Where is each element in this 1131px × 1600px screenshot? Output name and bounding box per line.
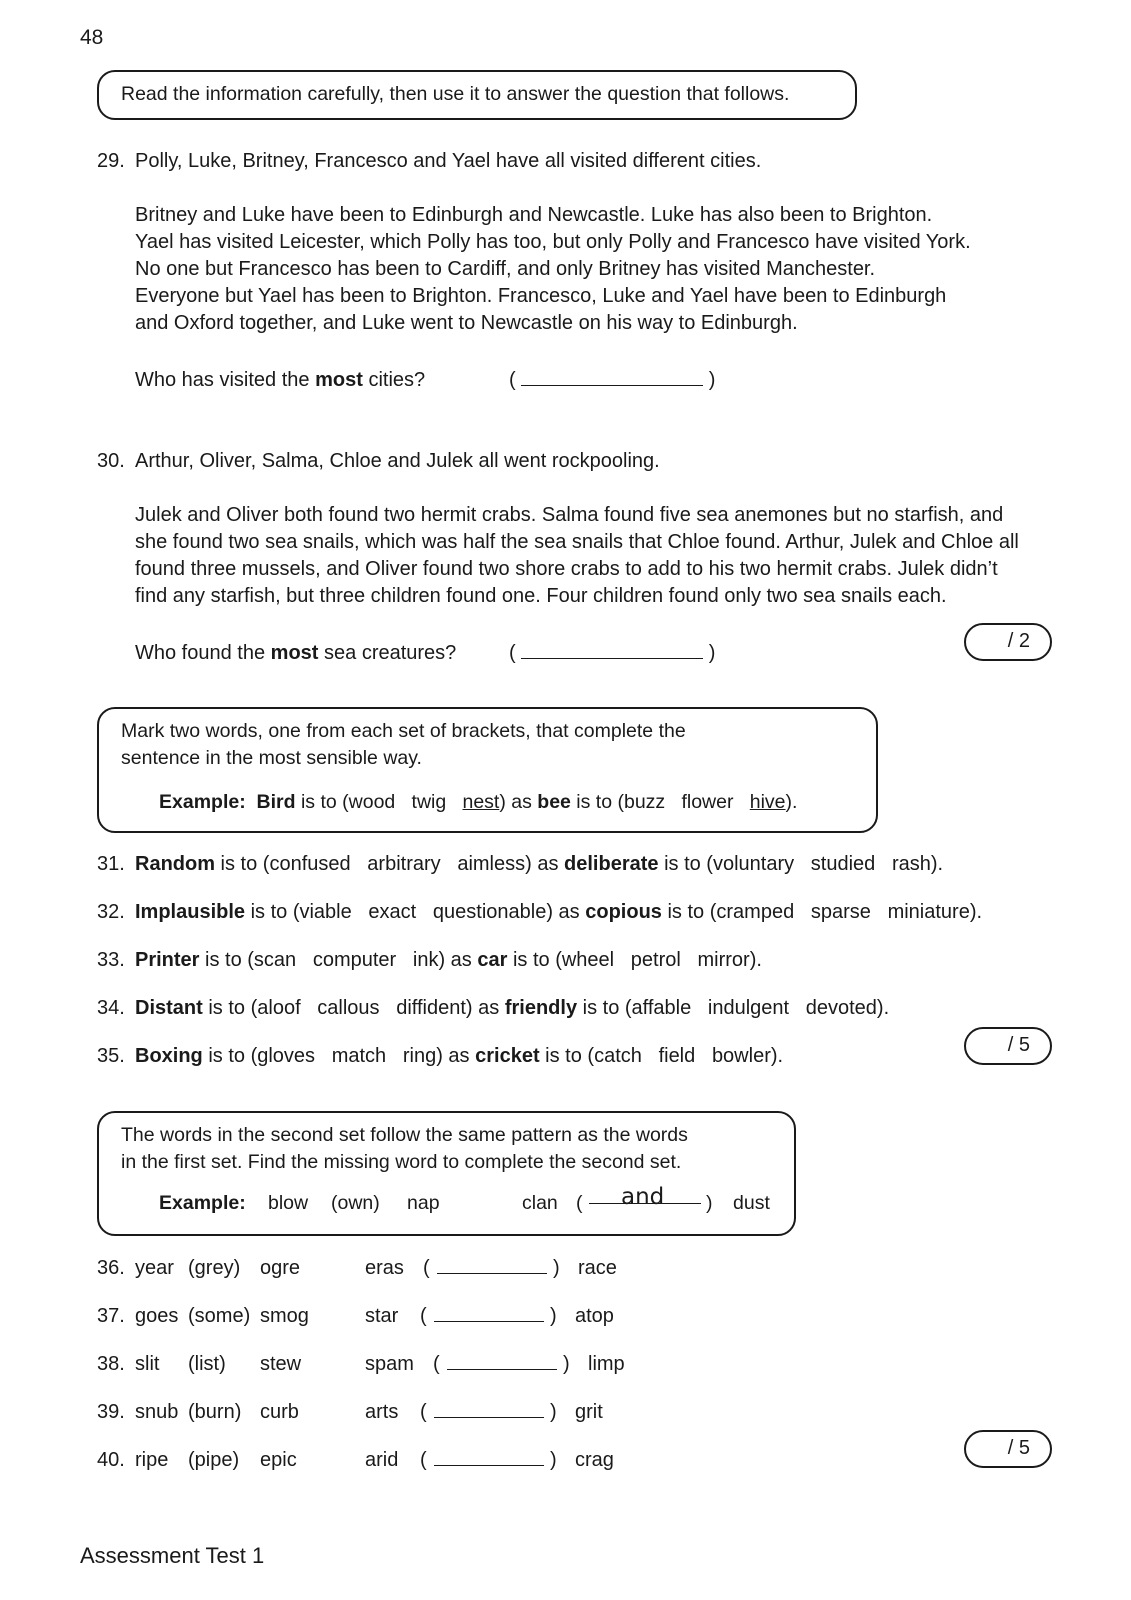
instruction-line: Mark two words, one from each set of brackets, that complete the — [121, 720, 686, 742]
example-word: bee — [537, 791, 571, 813]
instruction-line: The words in the second set follow the same pattern as the words — [121, 1124, 688, 1146]
option-word[interactable]: field — [658, 1045, 696, 1067]
analogy-key-word: copious — [585, 901, 662, 923]
pattern-word: arts — [365, 1401, 399, 1423]
bracket: ) — [553, 1257, 560, 1279]
score-box-5b[interactable] — [964, 1430, 1052, 1468]
question-number: 31. — [97, 853, 125, 875]
example-word: nap — [407, 1192, 440, 1214]
instruction-text: Read the information carefully, then use it to answer the question that follows. — [121, 83, 790, 105]
example-word: (own) — [331, 1192, 380, 1214]
analogy-question: 32. Implausible is to (viable exact questionable) as copious is to (cramped sparse miniature). — [97, 899, 982, 926]
bracket: ( — [433, 1353, 440, 1375]
pattern-word: snub — [135, 1401, 179, 1423]
page-number: 48 — [80, 26, 104, 49]
bracket: ) — [550, 1449, 557, 1471]
analogy-key-word: Random — [135, 853, 215, 875]
question-text: Polly, Luke, Britney, Francesco and Yael have all visited different cities. — [135, 150, 762, 172]
option-word[interactable]: mirror — [697, 949, 750, 971]
passage-line: Britney and Luke have been to Edinburgh and Newcastle. Luke has also been to Brighton. — [135, 204, 933, 226]
pattern-word: ogre — [260, 1257, 301, 1279]
option-word[interactable]: diffident — [396, 997, 466, 1019]
option-word[interactable]: sparse — [810, 901, 871, 923]
example-option: flower — [681, 791, 734, 813]
answer-blank[interactable] — [437, 1273, 547, 1274]
option-word[interactable]: ink — [412, 949, 439, 971]
pattern-word: limp — [588, 1353, 625, 1375]
prompt-bold: most — [270, 642, 319, 664]
score-box-2[interactable] — [964, 623, 1052, 661]
prompt-bold: most — [315, 369, 363, 391]
example-word: blow — [268, 1192, 309, 1214]
option-word[interactable]: wheel — [561, 949, 615, 971]
answer-blank[interactable] — [434, 1321, 544, 1322]
bracket: ) — [550, 1401, 557, 1423]
example-answer: and — [621, 1184, 665, 1210]
bracket: ) — [563, 1353, 570, 1375]
example-label: Example: — [159, 791, 246, 813]
pattern-question — [97, 1447, 697, 1477]
question-number: 39. — [97, 1401, 125, 1423]
passage-line: No one but Francesco has been to Cardiff, and only Britney has visited Manchester. — [135, 258, 876, 280]
option-word[interactable]: petrol — [630, 949, 681, 971]
answer-blank[interactable] — [447, 1369, 557, 1370]
example-label: Example: — [159, 1192, 246, 1214]
example-text: is to (buzz — [570, 791, 666, 813]
option-word[interactable]: arbitrary — [367, 853, 441, 875]
score-label: / 5 — [1007, 1034, 1030, 1056]
bracket: ( — [420, 1449, 427, 1471]
question-number: 34. — [97, 997, 125, 1019]
passage-line: find any starfish, but three children found one. Four children found only two sea snails each. — [135, 585, 947, 607]
question-number: 35. — [97, 1045, 125, 1067]
option-word[interactable]: studied — [810, 853, 876, 875]
example-text: is to (wood — [295, 791, 396, 813]
question-text: Arthur, Oliver, Salma, Chloe and Julek all went rockpooling. — [135, 450, 660, 472]
question-number: 32. — [97, 901, 125, 923]
pattern-word: race — [578, 1257, 617, 1279]
pattern-word: (list) — [188, 1353, 226, 1375]
question-number: 40. — [97, 1449, 125, 1471]
instruction-box-info — [97, 70, 857, 120]
option-word[interactable]: aloof — [257, 997, 301, 1019]
example-word: Bird — [256, 791, 296, 813]
analogy-key-word: Printer — [135, 949, 200, 971]
pattern-word: epic — [260, 1449, 297, 1471]
question-30-intro — [97, 448, 660, 475]
passage-line: and Oxford together, and Luke went to Newcastle on his way to Edinburgh. — [135, 312, 798, 334]
analogy-question: 33. Printer is to (scan computer ink) as car is to (wheel petrol mirror). — [97, 947, 762, 974]
option-word[interactable]: rash — [891, 853, 931, 875]
question-29-intro — [97, 148, 761, 175]
option-word[interactable]: affable — [631, 997, 692, 1019]
option-word[interactable]: aimless — [457, 853, 526, 875]
pattern-word: curb — [260, 1401, 299, 1423]
option-word[interactable]: questionable — [432, 901, 547, 923]
analogy-question: 34. Distant is to (aloof callous diffident) as friendly is to (affable indulgent devoted). — [97, 995, 889, 1022]
prompt-text: Who found the — [135, 642, 271, 664]
pattern-word: goes — [135, 1305, 179, 1327]
pattern-word: slit — [135, 1353, 160, 1375]
analogy-key-word: friendly — [504, 997, 578, 1019]
option-word[interactable]: exact — [368, 901, 417, 923]
option-word[interactable]: viable — [299, 901, 352, 923]
option-word[interactable]: scan — [253, 949, 297, 971]
question-number: 38. — [97, 1353, 125, 1375]
option-word[interactable]: callous — [317, 997, 380, 1019]
pattern-word: atop — [575, 1305, 614, 1327]
analogy-key-word: deliberate — [564, 853, 659, 875]
answer-30-field[interactable]: ( ) — [509, 642, 716, 664]
question-number: 29. — [97, 150, 125, 172]
analogy-question: 35. Boxing is to (gloves match ring) as cricket is to (catch field bowler). — [97, 1043, 783, 1070]
answer-29-field[interactable]: ( ) — [509, 369, 716, 391]
pattern-word: (burn) — [188, 1401, 242, 1423]
question-29-passage — [135, 202, 1055, 337]
question-30-prompt — [135, 640, 456, 667]
pattern-word: ripe — [135, 1449, 169, 1471]
pattern-word: eras — [365, 1257, 404, 1279]
bracket: ( — [423, 1257, 430, 1279]
question-30-passage — [135, 502, 1055, 610]
pattern-word: stew — [260, 1353, 302, 1375]
passage-line: Everyone but Yael has been to Brighton. Francesco, Luke and Yael have been to Edinburgh — [135, 285, 947, 307]
prompt-text: cities? — [362, 369, 426, 391]
instruction-box-analogies — [97, 707, 878, 833]
option-word[interactable]: miniature — [887, 901, 970, 923]
pattern-question — [97, 1399, 697, 1429]
option-word[interactable]: catch — [594, 1045, 642, 1067]
analogy-key-word: cricket — [475, 1045, 540, 1067]
pattern-question — [97, 1303, 697, 1333]
question-number: 37. — [97, 1305, 125, 1327]
question-number: 30. — [97, 450, 125, 472]
pattern-word: year — [135, 1257, 174, 1279]
prompt-text: Who has visited the — [135, 369, 316, 391]
bracket: ) — [550, 1305, 557, 1327]
option-word[interactable]: devoted — [805, 997, 877, 1019]
passage-line: found three mussels, and Oliver found two shore crabs to add to his two hermit crabs. Julek didn’t — [135, 558, 998, 580]
bracket: ( — [420, 1401, 427, 1423]
example-word: dust — [733, 1192, 770, 1214]
score-box-5[interactable] — [964, 1027, 1052, 1065]
option-word[interactable]: ring — [402, 1045, 437, 1067]
passage-line: Julek and Oliver both found two hermit crabs. Salma found five sea anemones but no starfish, and — [135, 504, 1004, 526]
score-label: / 2 — [1007, 630, 1030, 652]
example-option: twig — [411, 791, 447, 813]
option-word[interactable]: voluntary — [712, 853, 795, 875]
pattern-question — [97, 1351, 697, 1381]
pattern-word: grit — [575, 1401, 603, 1423]
option-word[interactable]: computer — [312, 949, 397, 971]
example-answer: nest — [462, 791, 500, 813]
analogy-key-word: Distant — [135, 997, 203, 1019]
passage-line: she found two sea snails, which was half the sea snails that Chloe found. Arthur, Julek and Chloe all — [135, 531, 1019, 553]
pattern-word: (grey) — [188, 1257, 241, 1279]
option-word[interactable]: confused — [269, 853, 351, 875]
prompt-text: sea creatures? — [318, 642, 457, 664]
bracket: ( — [420, 1305, 427, 1327]
option-word[interactable]: bowler — [711, 1045, 771, 1067]
question-29-prompt — [135, 367, 425, 394]
example-word: clan — [522, 1192, 558, 1214]
option-word[interactable]: cramped — [716, 901, 795, 923]
example-answer: hive — [749, 791, 786, 813]
analogy-key-word: Implausible — [135, 901, 246, 923]
analogy-key-word: car — [477, 949, 508, 971]
instruction-line: in the first set. Find the missing word to complete the second set. — [121, 1151, 682, 1173]
example-line: Example: blow (own) nap clan ( and ) dust — [121, 1190, 794, 1224]
question-number: 36. — [97, 1257, 125, 1279]
instruction-box-patterns — [97, 1111, 796, 1236]
pattern-word: (some) — [188, 1305, 251, 1327]
analogy-key-word: Boxing — [135, 1045, 203, 1067]
pattern-word: (pipe) — [188, 1449, 240, 1471]
footer-title: Assessment Test 1 — [80, 1543, 265, 1568]
score-label: / 5 — [1007, 1437, 1030, 1459]
option-word[interactable]: indulgent — [707, 997, 790, 1019]
pattern-word: arid — [365, 1449, 399, 1471]
passage-line: Yael has visited Leicester, which Polly has too, but only Polly and Francesco have visited York. — [135, 231, 971, 253]
option-word[interactable]: gloves — [257, 1045, 316, 1067]
option-word[interactable]: match — [331, 1045, 387, 1067]
pattern-word: crag — [575, 1449, 614, 1471]
answer-blank[interactable] — [434, 1465, 544, 1466]
analogy-question: 31. Random is to (confused arbitrary aimless) as deliberate is to (voluntary studied rash). — [97, 851, 943, 878]
pattern-question — [97, 1255, 697, 1285]
example-text: ) as — [499, 791, 538, 813]
answer-blank[interactable] — [434, 1417, 544, 1418]
pattern-word: spam — [365, 1353, 414, 1375]
pattern-word: star — [365, 1305, 399, 1327]
pattern-word: smog — [260, 1305, 309, 1327]
example-text: ). — [785, 791, 798, 813]
instruction-line: sentence in the most sensible way. — [121, 747, 422, 769]
example-line — [159, 789, 876, 816]
question-number: 33. — [97, 949, 125, 971]
